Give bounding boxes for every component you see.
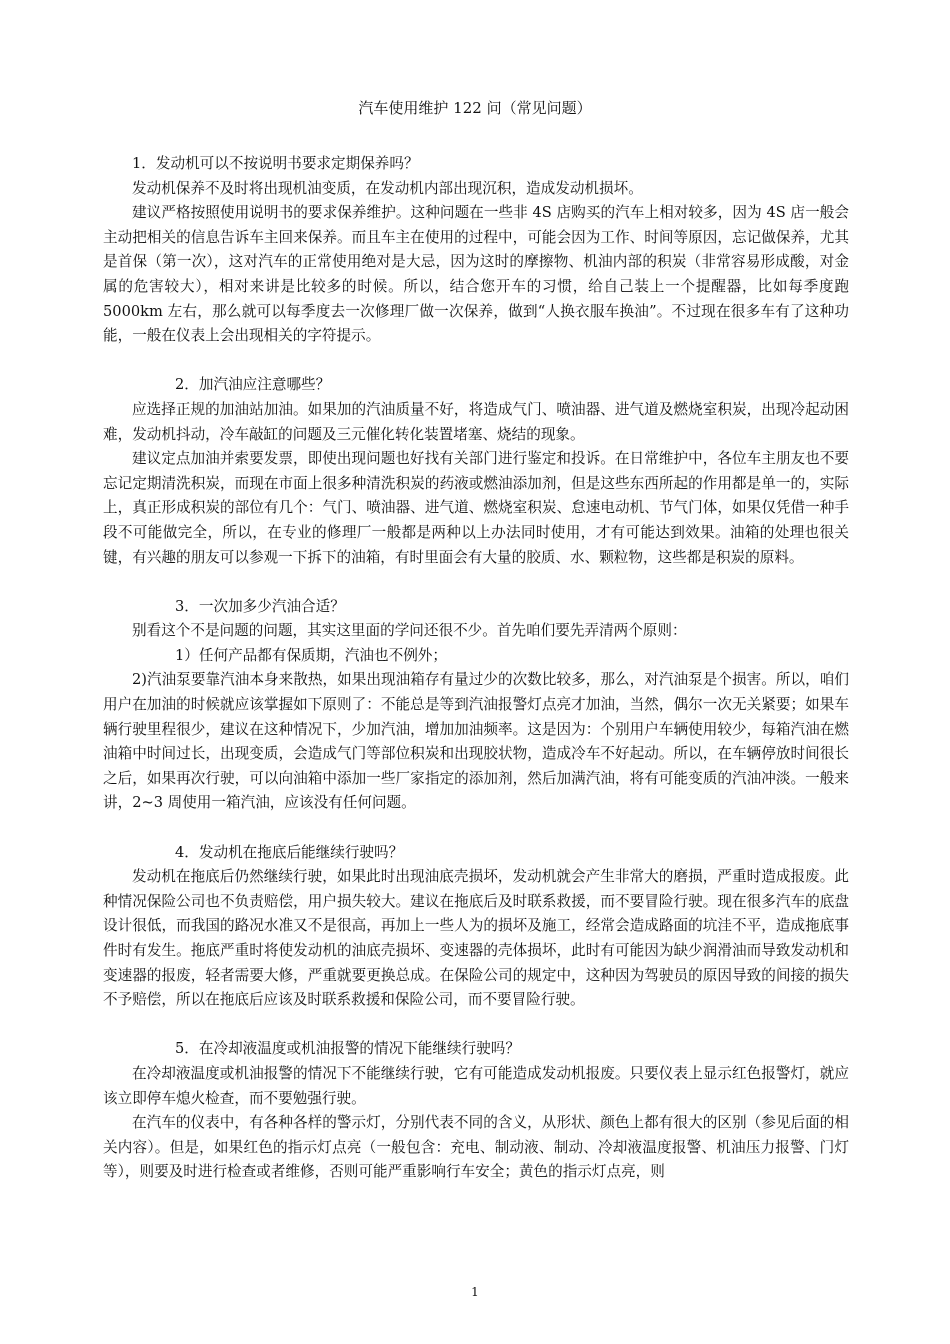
section-2 bbox=[103, 373, 849, 570]
paragraph: 应选择正规的加油站加油。如果加的汽油质量不好，将造成气门、喷油器、进气道及燃烧室积炭，出现冷起动困难，发动机抖动，冷车敲缸的问题及三元催化转化装置堵塞、烧结的现象。 bbox=[103, 400, 849, 443]
paragraph: 在汽车的仪表中，有各种各样的警示灯，分别代表不同的含义，从形状、颜色上都有很大的区别（参见后面的相关内容）。但是，如果红色的指示灯点亮（一般包含：充电、制动液、制动、冷却液温度报警、机油压力报警、门灯等），则要及时进行检查或者维修，否则可能严重影响行车安全；黄色的指示灯点亮，则 bbox=[103, 1114, 849, 1181]
paragraph: 别看这个不是问题的问题，其实这里面的学问还很不少。首先咱们要先弄清两个原则： bbox=[132, 622, 687, 640]
question-heading: 2．加汽油应注意哪些？ bbox=[175, 376, 331, 394]
section-5 bbox=[103, 1037, 849, 1185]
section-3 bbox=[103, 595, 849, 816]
section-4 bbox=[103, 841, 849, 1013]
paragraph: 发动机在拖底后仍然继续行驶，如果此时出现油底壳损坏，发动机就会产生非常大的磨损，严重时造成报废。此种情况保险公司也不负责赔偿，用户损失较大。建议在拖底后及时联系救援，而不要冒险行驶。现在很多汽车的底盘设计很低，而我国的路况水准又不是很高，再加上一些人为的损坏及施工，经常会造成路面的坑洼不平，造成拖底事件时有发生。拖底严重时将使发动机的油底壳损坏、变速器的壳体损坏，此时有可能因为缺少润滑油而导致发动机和变速器的报废，轻者需要大修，严重就要更换总成。在保险公司的规定中，这种因为驾驶员的原因导致的间接的损失不予赔偿，所以在拖底后应该及时联系救援和保险公司，而不要冒险行驶。 bbox=[103, 868, 849, 1009]
paragraph: 在冷却液温度或机油报警的情况下不能继续行驶，它有可能造成发动机报废。只要仪表上显示红色报警灯，就应该立即停车熄火检查，而不要勉强行驶。 bbox=[103, 1064, 849, 1107]
document-body bbox=[103, 152, 849, 1185]
question-heading: 5．在冷却液温度或机油报警的情况下能继续行驶吗？ bbox=[175, 1040, 520, 1058]
section-1 bbox=[103, 152, 849, 349]
question-heading: 4．发动机在拖底后能继续行驶吗？ bbox=[175, 843, 404, 861]
page-number: 1 bbox=[471, 1285, 479, 1299]
paragraph: 建议定点加油并索要发票，即使出现问题也好找有关部门进行鉴定和投诉。在日常维护中，各位车主朋友也不要忘记定期清洗积炭，而现在市面上很多种清洗积炭的药液或燃油添加剂，但是这些东西所起的作用都是单一的，实际上，真正形成积炭的部位有几个：气门、喷油器、进气道、燃烧室积炭、怠速电动机、节气门体，如果仅凭借一种手段不可能做完全，所以，在专业的修理厂一般都是两种以上办法同时使用，才有可能达到效果。油箱的处理也很关键，有兴趣的朋友可以参观一下拆下的油箱，有时里面会有大量的胶质、水、颗粒物，这些都是积炭的原料。 bbox=[103, 450, 849, 566]
paragraph: 2)汽油泵要靠汽油本身来散热，如果出现油箱存有量过少的次数比较多，那么，对汽油泵是个损害。所以，咱们用户在加油的时候就应该掌握如下原则了：不能总是等到汽油报警灯点亮才加油，当然，偶尔一次无关紧要；如果车辆行驶里程很少，建议在这种情况下，少加汽油，增加加油频率。这是因为：个别用户车辆使用较少，每箱汽油在燃油箱中时间过长，出现变质，会造成气门等部位积炭和出现胶状物，造成冷车不好起动。所以，在车辆停放时间很长之后，如果再次行驶，可以向油箱中添加一些厂家指定的添加剂，然后加满汽油，将有可能变质的汽油冲淡。一般来讲，2~3 周使用一箱汽油，应该没有任何问题。 bbox=[103, 671, 849, 812]
paragraph: 发动机保养不及时将出现机油变质，在发动机内部出现沉积，造成发动机损坏。 bbox=[132, 179, 643, 197]
question-heading: 3．一次加多少汽油合适？ bbox=[175, 597, 345, 615]
principle-item: 1）任何产品都有保质期，汽油也不例外； bbox=[175, 646, 447, 664]
question-heading: 1．发动机可以不按说明书要求定期保养吗？ bbox=[132, 155, 419, 172]
paragraph: 建议严格按照使用说明书的要求保养维护。这种问题在一些非 4S 店购买的汽车上相对较多，因为 4S 店一般会主动把相关的信息告诉车主回来保养。而且车主在使用的过程中，可能会因为工作、时间等原因，忘记做保养，尤其是首保（第一次），这对汽车的正常使用绝对是大忌，因为这时的摩擦物、机油内部的积炭（非常容易形成酸，对金属的危害较大），相对来讲是比较多的时候。所以，结合您开车的习惯，给自己装上一个提醒器，比如每季度跑 5000km 左右，那么就可以每季度去一次修理厂做一次保养，做到“人换衣服车换油”。不过现在很多车有了这种功能，一般在仪表上会出现相关的字符提示。 bbox=[103, 204, 850, 345]
document-title: 汽车使用维护 122 问（常见问题） bbox=[358, 99, 592, 117]
